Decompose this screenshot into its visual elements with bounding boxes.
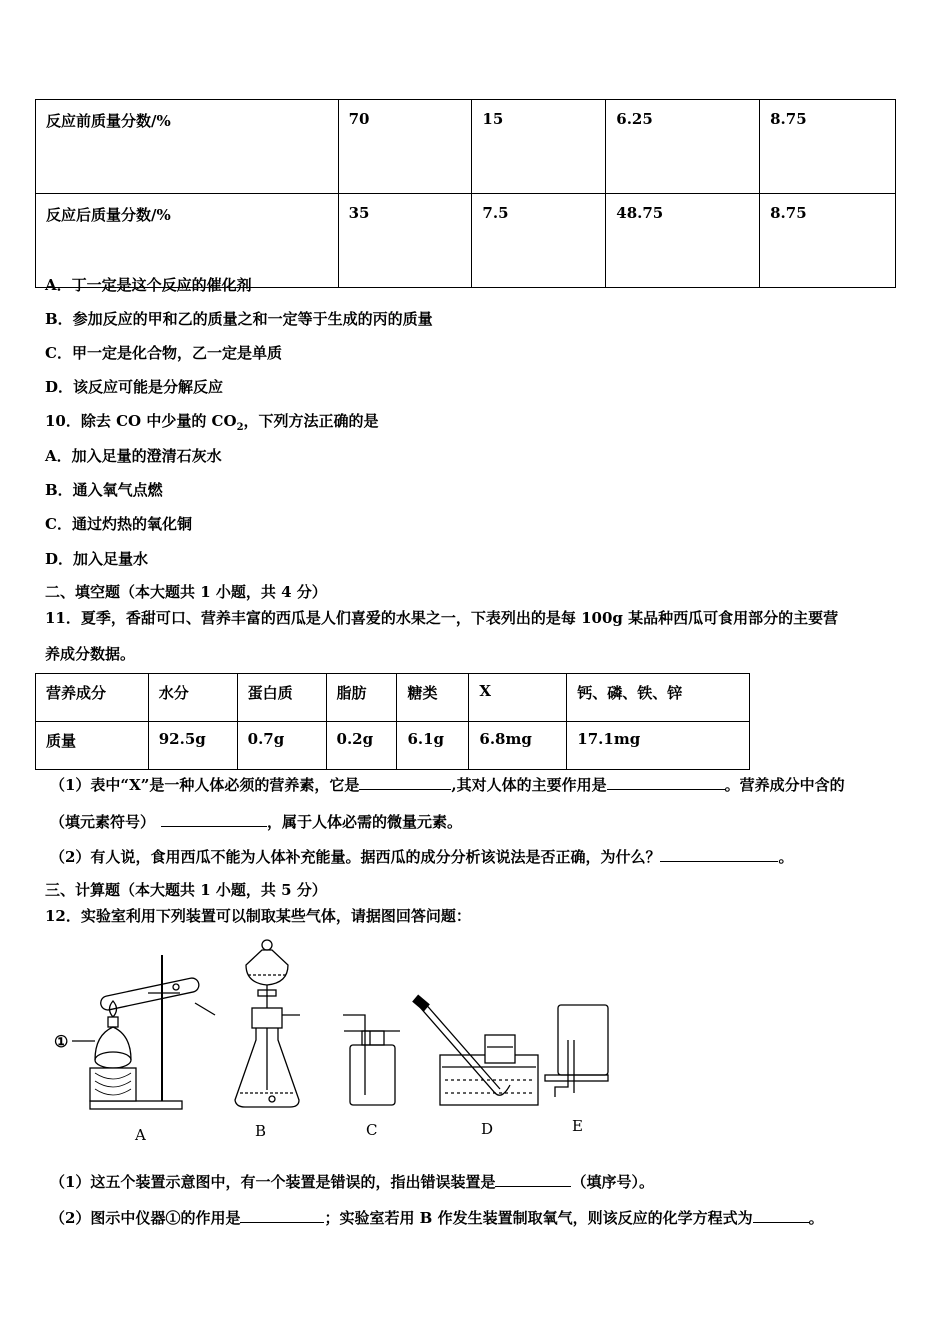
answer-blank[interactable] xyxy=(660,847,778,862)
answer-blank[interactable] xyxy=(359,775,451,790)
apparatus-e xyxy=(545,1005,608,1097)
table-header: 营养成分 xyxy=(36,674,149,722)
table-header: 蛋白质 xyxy=(237,674,326,722)
q11-stem-cont: 养成分数据。 xyxy=(45,645,136,663)
q11-stem: 11．夏季，香甜可口、营养丰富的西瓜是人们喜爱的水果之一，下表列出的是每 100g 某品种西瓜可食用部分的主要营 xyxy=(45,609,839,627)
table-cell: 48.75 xyxy=(606,194,760,288)
table-cell: 6.1g xyxy=(397,722,469,770)
row-label: 反应后质量分数/% xyxy=(36,194,339,288)
table-cell: 8.75 xyxy=(760,100,896,194)
table-cell: 0.2g xyxy=(326,722,397,770)
row-label: 反应前质量分数/% xyxy=(36,100,339,194)
table-header: 水分 xyxy=(148,674,237,722)
table-header: 钙、磷、铁、锌 xyxy=(567,674,750,722)
table-cell: 15 xyxy=(472,100,606,194)
q11-sub1-cont: （填元素符号） ，属于人体必需的微量元素。 xyxy=(50,813,463,831)
q9-option-c: C．甲一定是化合物，乙一定是单质 xyxy=(45,344,282,362)
table-header: X xyxy=(469,674,567,722)
q11-sub1: （1）表中“X”是一种人体必须的营养素，它是 ,其对人体的主要作用是 。营养成分中含的 xyxy=(50,776,845,794)
table-cell: 35 xyxy=(338,194,472,288)
table-row xyxy=(36,722,750,770)
table-cell: 0.7g xyxy=(237,722,326,770)
fig-label-e: E xyxy=(572,1117,583,1135)
fig-label-1: ① xyxy=(54,1032,69,1051)
q12-sub2: （2）图示中仪器①的作用是 ；实验室若用 B 作发生装置制取氧气，则该反应的化学方程式为 。 xyxy=(50,1209,824,1227)
q10-option-b: B．通入氧气点燃 xyxy=(45,481,163,499)
apparatus-b xyxy=(235,940,300,1107)
q9-option-b: B．参加反应的甲和乙的质量之和一定等于生成的丙的质量 xyxy=(45,310,433,328)
q10-option-a: A．加入足量的澄清石灰水 xyxy=(45,447,222,465)
apparatus-c xyxy=(343,1015,400,1105)
q10-option-d: D．加入足量水 xyxy=(45,550,149,568)
section-heading: 三、计算题（本大题共 1 小题，共 5 分） xyxy=(45,881,327,899)
q12-sub1: （1）这五个装置示意图中，有一个装置是错误的，指出错误装置是 （填序号）。 xyxy=(50,1173,654,1191)
table-header: 脂肪 xyxy=(326,674,397,722)
q10-option-c: C．通过灼热的氧化铜 xyxy=(45,515,192,533)
nutrition-table xyxy=(35,673,750,770)
fig-label-a: A xyxy=(135,1126,146,1144)
q12-stem: 12．实验室利用下列装置可以制取某些气体，请据图回答问题： xyxy=(45,907,471,925)
answer-blank[interactable] xyxy=(495,1172,571,1187)
table-header: 糖类 xyxy=(397,674,469,722)
fig-label-d: D xyxy=(481,1120,494,1138)
table-cell: 6.25 xyxy=(606,100,760,194)
answer-blank[interactable] xyxy=(607,775,725,790)
q10-stem: 10．除去 CO 中少量的 $CO_2$，下列方法正确的是 xyxy=(45,412,379,433)
answer-blank[interactable] xyxy=(240,1208,324,1223)
table-row xyxy=(36,100,896,194)
section-heading: 二、填空题（本大题共 1 小题，共 4 分） xyxy=(45,583,327,601)
answer-blank[interactable] xyxy=(161,812,267,827)
table-cell: 质量 xyxy=(36,722,149,770)
q11-sub2: （2）有人说，食用西瓜不能为人体补充能量。据西瓜的成分分析该说法是否正确，为什么？ 。 xyxy=(50,848,794,866)
table-cell: 17.1mg xyxy=(567,722,750,770)
table-cell: 8.75 xyxy=(760,194,896,288)
apparatus-a xyxy=(72,955,215,1109)
apparatus-figure xyxy=(40,935,640,1145)
table-cell: 92.5g xyxy=(148,722,237,770)
table-cell: 70 xyxy=(338,100,472,194)
reaction-mass-table xyxy=(35,99,896,288)
fig-label-c: C xyxy=(366,1121,378,1139)
q9-option-d: D．该反应可能是分解反应 xyxy=(45,378,224,396)
table-cell: 6.8mg xyxy=(469,722,567,770)
table-cell: 7.5 xyxy=(472,194,606,288)
apparatus-d xyxy=(413,995,538,1105)
table-row xyxy=(36,674,750,722)
fig-label-b: B xyxy=(255,1122,267,1140)
answer-blank[interactable] xyxy=(753,1208,809,1223)
q9-option-a: A．丁一定是这个反应的催化剂 xyxy=(45,276,252,294)
